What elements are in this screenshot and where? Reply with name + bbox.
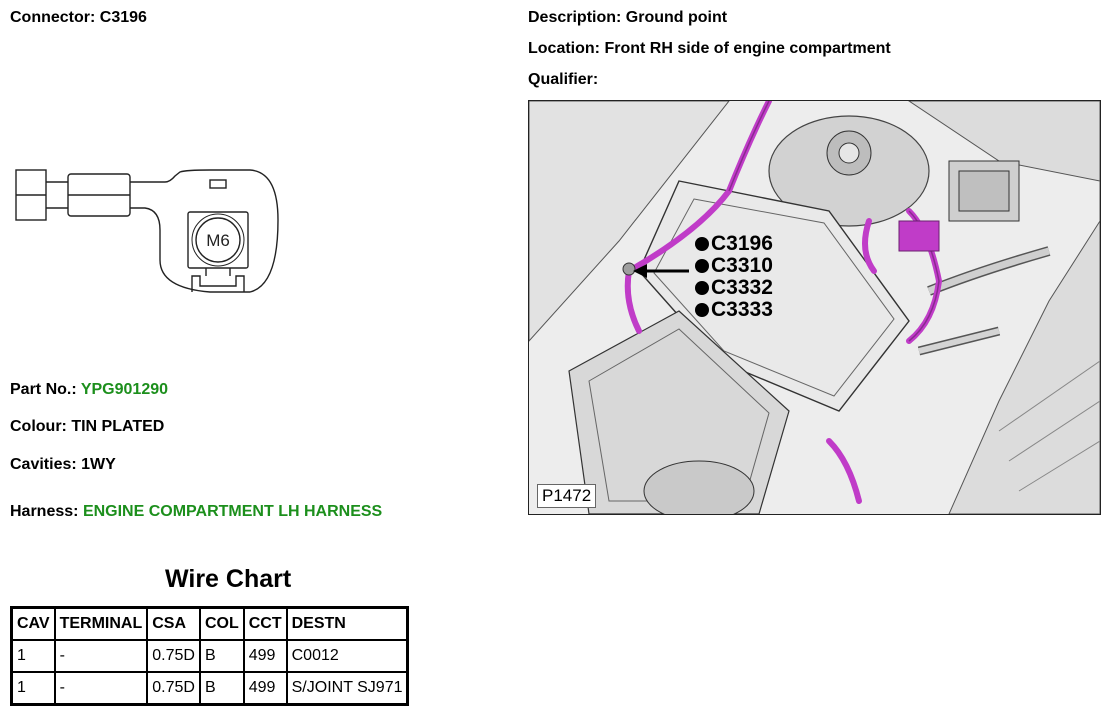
connector-field xyxy=(10,9,147,27)
harness-value[interactable]: ENGINE COMPARTMENT LH HARNESS xyxy=(82,503,383,520)
description-value: Ground point xyxy=(625,9,728,26)
cell-csa: 0.75D xyxy=(147,640,200,672)
column-header-terminal: TERMINAL xyxy=(55,608,148,640)
callout-label: C3196 xyxy=(711,232,773,255)
column-header-col: COL xyxy=(200,608,244,640)
cell-destn: S/JOINT SJ971 xyxy=(287,672,408,704)
callout-label: C3332 xyxy=(711,276,773,299)
cell-cct: 499 xyxy=(244,672,287,704)
cell-terminal: - xyxy=(55,640,148,672)
description-label: Description: xyxy=(528,9,622,26)
colour-value: TIN PLATED xyxy=(71,418,165,435)
table-row xyxy=(12,672,407,704)
callout-c3332 xyxy=(695,277,773,299)
photo-reference: P1472 xyxy=(537,484,596,508)
callout-c3196 xyxy=(695,233,773,255)
qualifier-field xyxy=(528,71,598,89)
part-no-label: Part No.: xyxy=(10,381,77,398)
wire-chart-title: Wire Chart xyxy=(165,565,292,593)
description-field xyxy=(528,9,727,27)
bullet-icon xyxy=(695,281,709,295)
cell-cav: 1 xyxy=(12,640,55,672)
bullet-icon xyxy=(695,303,709,317)
bullet-icon xyxy=(695,237,709,251)
cell-cav: 1 xyxy=(12,672,55,704)
cavities-label: Cavities: xyxy=(10,456,77,473)
cavities-value: 1WY xyxy=(81,456,116,473)
cell-csa: 0.75D xyxy=(147,672,200,704)
connector-diagram xyxy=(10,160,290,300)
callout-label: C3310 xyxy=(711,254,773,277)
bullet-icon xyxy=(695,259,709,273)
cavities-field xyxy=(10,456,116,474)
qualifier-label: Qualifier: xyxy=(528,71,599,88)
engine-compartment-illustration xyxy=(529,101,1100,514)
cell-destn: C0012 xyxy=(287,640,408,672)
column-header-cct: CCT xyxy=(244,608,287,640)
connector-label: Connector: xyxy=(10,9,96,26)
part-no-field xyxy=(10,381,168,399)
stud-size-label: M6 xyxy=(206,231,230,250)
part-no-value[interactable]: YPG901290 xyxy=(80,381,169,398)
table-row xyxy=(12,640,407,672)
harness-label: Harness: xyxy=(10,503,79,520)
cell-terminal: - xyxy=(55,672,148,704)
callout-c3310 xyxy=(695,255,773,277)
location-label: Location: xyxy=(528,40,600,57)
location-field xyxy=(528,40,891,58)
location-value: Front RH side of engine compartment xyxy=(604,40,891,57)
cell-col: B xyxy=(200,672,244,704)
colour-label: Colour: xyxy=(10,418,67,435)
table-header-row xyxy=(12,608,407,640)
wire-chart-table xyxy=(10,606,409,706)
location-photo xyxy=(528,100,1101,515)
column-header-cav: CAV xyxy=(12,608,55,640)
connector-value: C3196 xyxy=(99,9,147,26)
column-header-destn: DESTN xyxy=(287,608,408,640)
column-header-csa: CSA xyxy=(147,608,200,640)
harness-field xyxy=(10,503,382,521)
cell-col: B xyxy=(200,640,244,672)
callout-label: C3333 xyxy=(711,298,773,321)
colour-field xyxy=(10,418,164,436)
callout-c3333 xyxy=(695,299,773,321)
ring-terminal-drawing xyxy=(10,160,290,300)
cell-cct: 499 xyxy=(244,640,287,672)
